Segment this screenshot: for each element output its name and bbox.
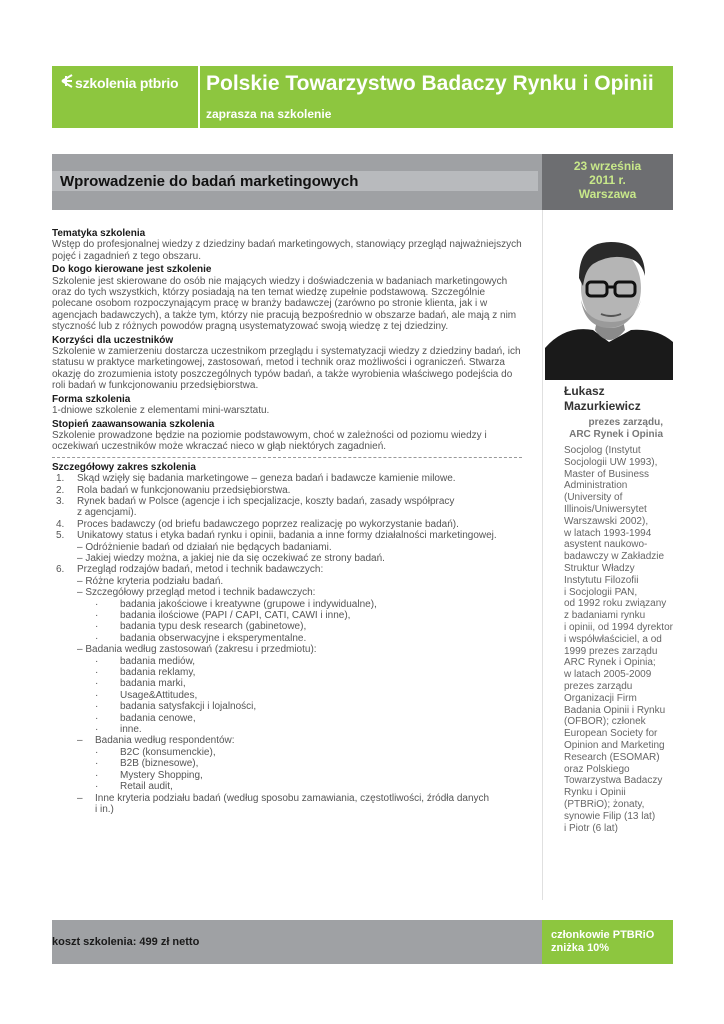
logo	[60, 74, 178, 91]
list-item: 2. Rola badań w funkcjonowaniu przedsiębiorstwa.	[56, 484, 291, 496]
scope-list-cont	[52, 564, 522, 575]
bio-line: Master of Business	[564, 468, 650, 480]
section-text: 1-dniowe szkolenie z elementami mini-warsztatu.	[52, 405, 270, 417]
bio-line: Opinion and Marketing	[564, 739, 665, 751]
bio-line: Rynku i Opinii	[564, 787, 626, 799]
section-heading: Korzyści dla uczestników	[52, 334, 174, 346]
bio-line: Instytutu Filozofii	[564, 574, 639, 586]
list-subitem: – Badania według respondentów:	[77, 735, 235, 747]
list-subitem: · B2C (konsumenckie),	[95, 746, 216, 758]
member-discount: członkowie PTBRiO zniżka 10%	[551, 929, 655, 954]
section-text: Wstęp do profesjonalnej wiedzy z dziedziny badań marketingowych, stanowiący przegląd najważniejszych pojęć i zagadnień z tego obszaru.	[52, 239, 522, 262]
bio-line: Socjologii UW 1993),	[564, 456, 658, 468]
section-text: Szkolenie w zamierzeniu dostarcza uczestnikom przeglądu i systematyzacji wiedzy z dziedziny badań, ich statusu w praktyce marketingowej, zastosowań, metod i technik oraz możliwości i ograniczeń. Stwarza okazję do zrozumienia istoty poszczególnych typów badań, a także wyrobienia właściwego podejścia do roli badań w funkcjonowaniu przedsiębiorstwa.	[52, 346, 521, 392]
bio-line: prezes zarządu	[564, 680, 633, 692]
ptbrio-logo-icon	[60, 74, 74, 91]
bio-line: Badania Opinii i Rynku	[564, 704, 666, 716]
list-subitem: · B2B (biznesowe),	[95, 758, 199, 770]
course-cost: koszt szkolenia: 499 zł netto	[52, 936, 200, 948]
section-divider	[52, 457, 522, 458]
bio-line: i opinii, od 1994 dyrektor	[564, 621, 673, 633]
trainer-portrait	[545, 230, 673, 380]
logo-block	[52, 66, 198, 128]
trainer-bio-text	[564, 445, 673, 834]
bio-line: European Society for	[564, 728, 658, 740]
bio-line: 1999 prezes zarządu	[564, 645, 658, 657]
bio-line: synowie Filip (13 lat)	[564, 810, 656, 822]
section-heading: Szczegółowy zakres szkolenia	[52, 461, 196, 473]
list-item: 5. Unikatowy status i etyka badań rynku i opinii, badania a inne formy działalności marketingowej.	[56, 530, 497, 542]
bio-line: i Socjologii PAN,	[564, 586, 638, 598]
bio-line: z badaniami rynku	[564, 610, 646, 622]
bio-line: (PTBRiO); żonaty,	[564, 798, 645, 810]
list-subitem: · badania jakościowe i kreatywne (grupowe i indywidualne),	[95, 598, 377, 610]
scope-list	[52, 473, 522, 541]
list-subitem: – Różne kryteria podziału badań.	[77, 575, 224, 587]
list-item: 1. Skąd wzięły się badania marketingowe – geneza badań i badawcze kamienie milowe.	[56, 473, 456, 485]
list-subitem: · badania cenowe,	[95, 712, 196, 724]
bio-line: w latach 2005-2009	[564, 669, 652, 681]
section-text: Szkolenie jest skierowane do osób nie mających wiedzy i doświadczenia w badaniach marketingowych oraz do tych wszystkich, którzy posiadają na ten temat wiedzę zupełnie podstawową. Szczególnie polecane osobom rozpoczynającym pracę w branży badawczej (zarówno po stronie klienta, jak i w agencjach badawczych), a także tym, którzy nie pracują bezpośrednio w obszarze badań, ale mają z nim styczność lub z różnych powodów pragną usystematyzować swoją wiedzę z tej dziedziny.	[52, 275, 517, 333]
organization-name: Polskie Towarzystwo Badaczy Rynku i Opinii	[206, 72, 654, 95]
list-subitem: · badania satysfakcji i lojalności,	[95, 701, 257, 713]
invite-bar	[200, 105, 673, 128]
list-subitem: · inne.	[95, 724, 142, 736]
bio-line: Research (ESOMAR)	[564, 751, 660, 763]
member-discount-box	[542, 920, 673, 964]
bio-line: i współwłaściciel, a od	[564, 633, 662, 645]
course-description	[52, 228, 522, 815]
bio-line: (OFBOR); członek	[564, 716, 646, 728]
section-text: Szkolenie prowadzone będzie na poziomie podstawowym, choć w zależności od poziomu wiedzy i oczekiwań uczestników może wkraczać nieco w głąb niektórych zagadnień.	[52, 429, 487, 453]
list-item: 6. Przegląd rodzajów badań, metod i technik badawczych:	[56, 564, 324, 576]
bio-line: badawczy w Zakładzie	[564, 551, 665, 563]
list-subitem: – Odróżnienie badań od działań nie będących badaniami.	[77, 541, 332, 553]
section-heading: Stopień zaawansowania szkolenia	[52, 418, 215, 430]
bio-line: Struktur Władzy	[564, 562, 635, 574]
trainer-name: Łukasz Mazurkiewicz	[564, 384, 641, 413]
list-subitem: – Inne kryteria podziału badań (według sposobu zamawiania, częstotliwości, źródła danych i in.)	[77, 792, 490, 815]
section-heading: Tematyka szkolenia	[52, 228, 146, 239]
list-subitem: – Badania według zastosowań (zakresu i przedmiotu):	[77, 644, 317, 656]
course-city: Warszawa	[578, 187, 637, 201]
trainer-role: prezes zarządu, ARC Rynek i Opinia	[569, 417, 663, 440]
bio-line: Illinois/Uniwersytet	[564, 503, 647, 515]
list-subitem: · badania ilościowe (PAPI / CAPI, CATI, CAWI i inne),	[95, 610, 351, 621]
date-box	[542, 154, 673, 210]
logo-text: szkolenia ptbrio	[75, 75, 179, 91]
list-subitem: · badania marki,	[95, 678, 186, 690]
list-subitem: · Mystery Shopping,	[95, 769, 203, 781]
price-bar	[52, 920, 542, 964]
course-title: Wprowadzenie do badań marketingowych	[60, 173, 359, 190]
bio-line: Towarzystwa Badaczy	[564, 775, 663, 787]
bio-line: Organizacji Firm	[564, 692, 637, 704]
trainer-bio	[542, 384, 673, 834]
list-subitem: · badania reklamy,	[95, 667, 196, 679]
bio-line: od 1992 roku związany	[564, 598, 667, 610]
list-subitem: · badania typu desk research (gabinetowe),	[95, 621, 307, 633]
bio-line: i Piotr (6 lat)	[564, 822, 618, 834]
list-subitem: – Szczegółowy przegląd metod i technik badawczych:	[77, 587, 316, 599]
bio-line: Warszawski 2002),	[564, 515, 649, 527]
bio-line: asystent naukowo-	[564, 539, 648, 551]
course-year: 2011 r.	[589, 173, 626, 187]
list-subitem: · Retail audit,	[95, 781, 173, 793]
bio-line: Socjolog (Instytut	[564, 445, 641, 456]
section-heading: Do kogo kierowane jest szkolenie	[52, 264, 212, 276]
bio-line: ARC Rynek i Opinia;	[564, 657, 656, 669]
section-heading: Forma szkolenia	[52, 393, 131, 405]
bio-line: (University of	[564, 492, 623, 504]
header-divider	[200, 128, 673, 129]
list-subitem: · Usage&Attitudes,	[95, 689, 198, 701]
list-item: 4. Proces badawczy (od briefu badawczego poprzez realizację po wykorzystanie badań).	[56, 518, 459, 530]
course-date: 23 września	[573, 159, 642, 173]
list-subitem: · badania mediów,	[95, 655, 196, 667]
course-title-bar	[52, 171, 538, 191]
list-subitem: – Jakiej wiedzy można, a jakiej nie da się oczekiwać ze strony badań.	[77, 552, 385, 564]
list-item: 3. Rynek badań w Polsce (agencje i ich specjalizacje, koszty badań, zasady współpracy z agencjami).	[56, 495, 455, 519]
invite-text: zaprasza na szkolenie	[206, 107, 332, 121]
bio-line: Administration	[564, 480, 628, 492]
list-subitem: · badania obserwacyjne i eksperymentalne.	[95, 632, 307, 644]
bio-line: w latach 1993-1994	[564, 527, 652, 539]
bio-line: oraz Polskiego	[564, 763, 630, 775]
